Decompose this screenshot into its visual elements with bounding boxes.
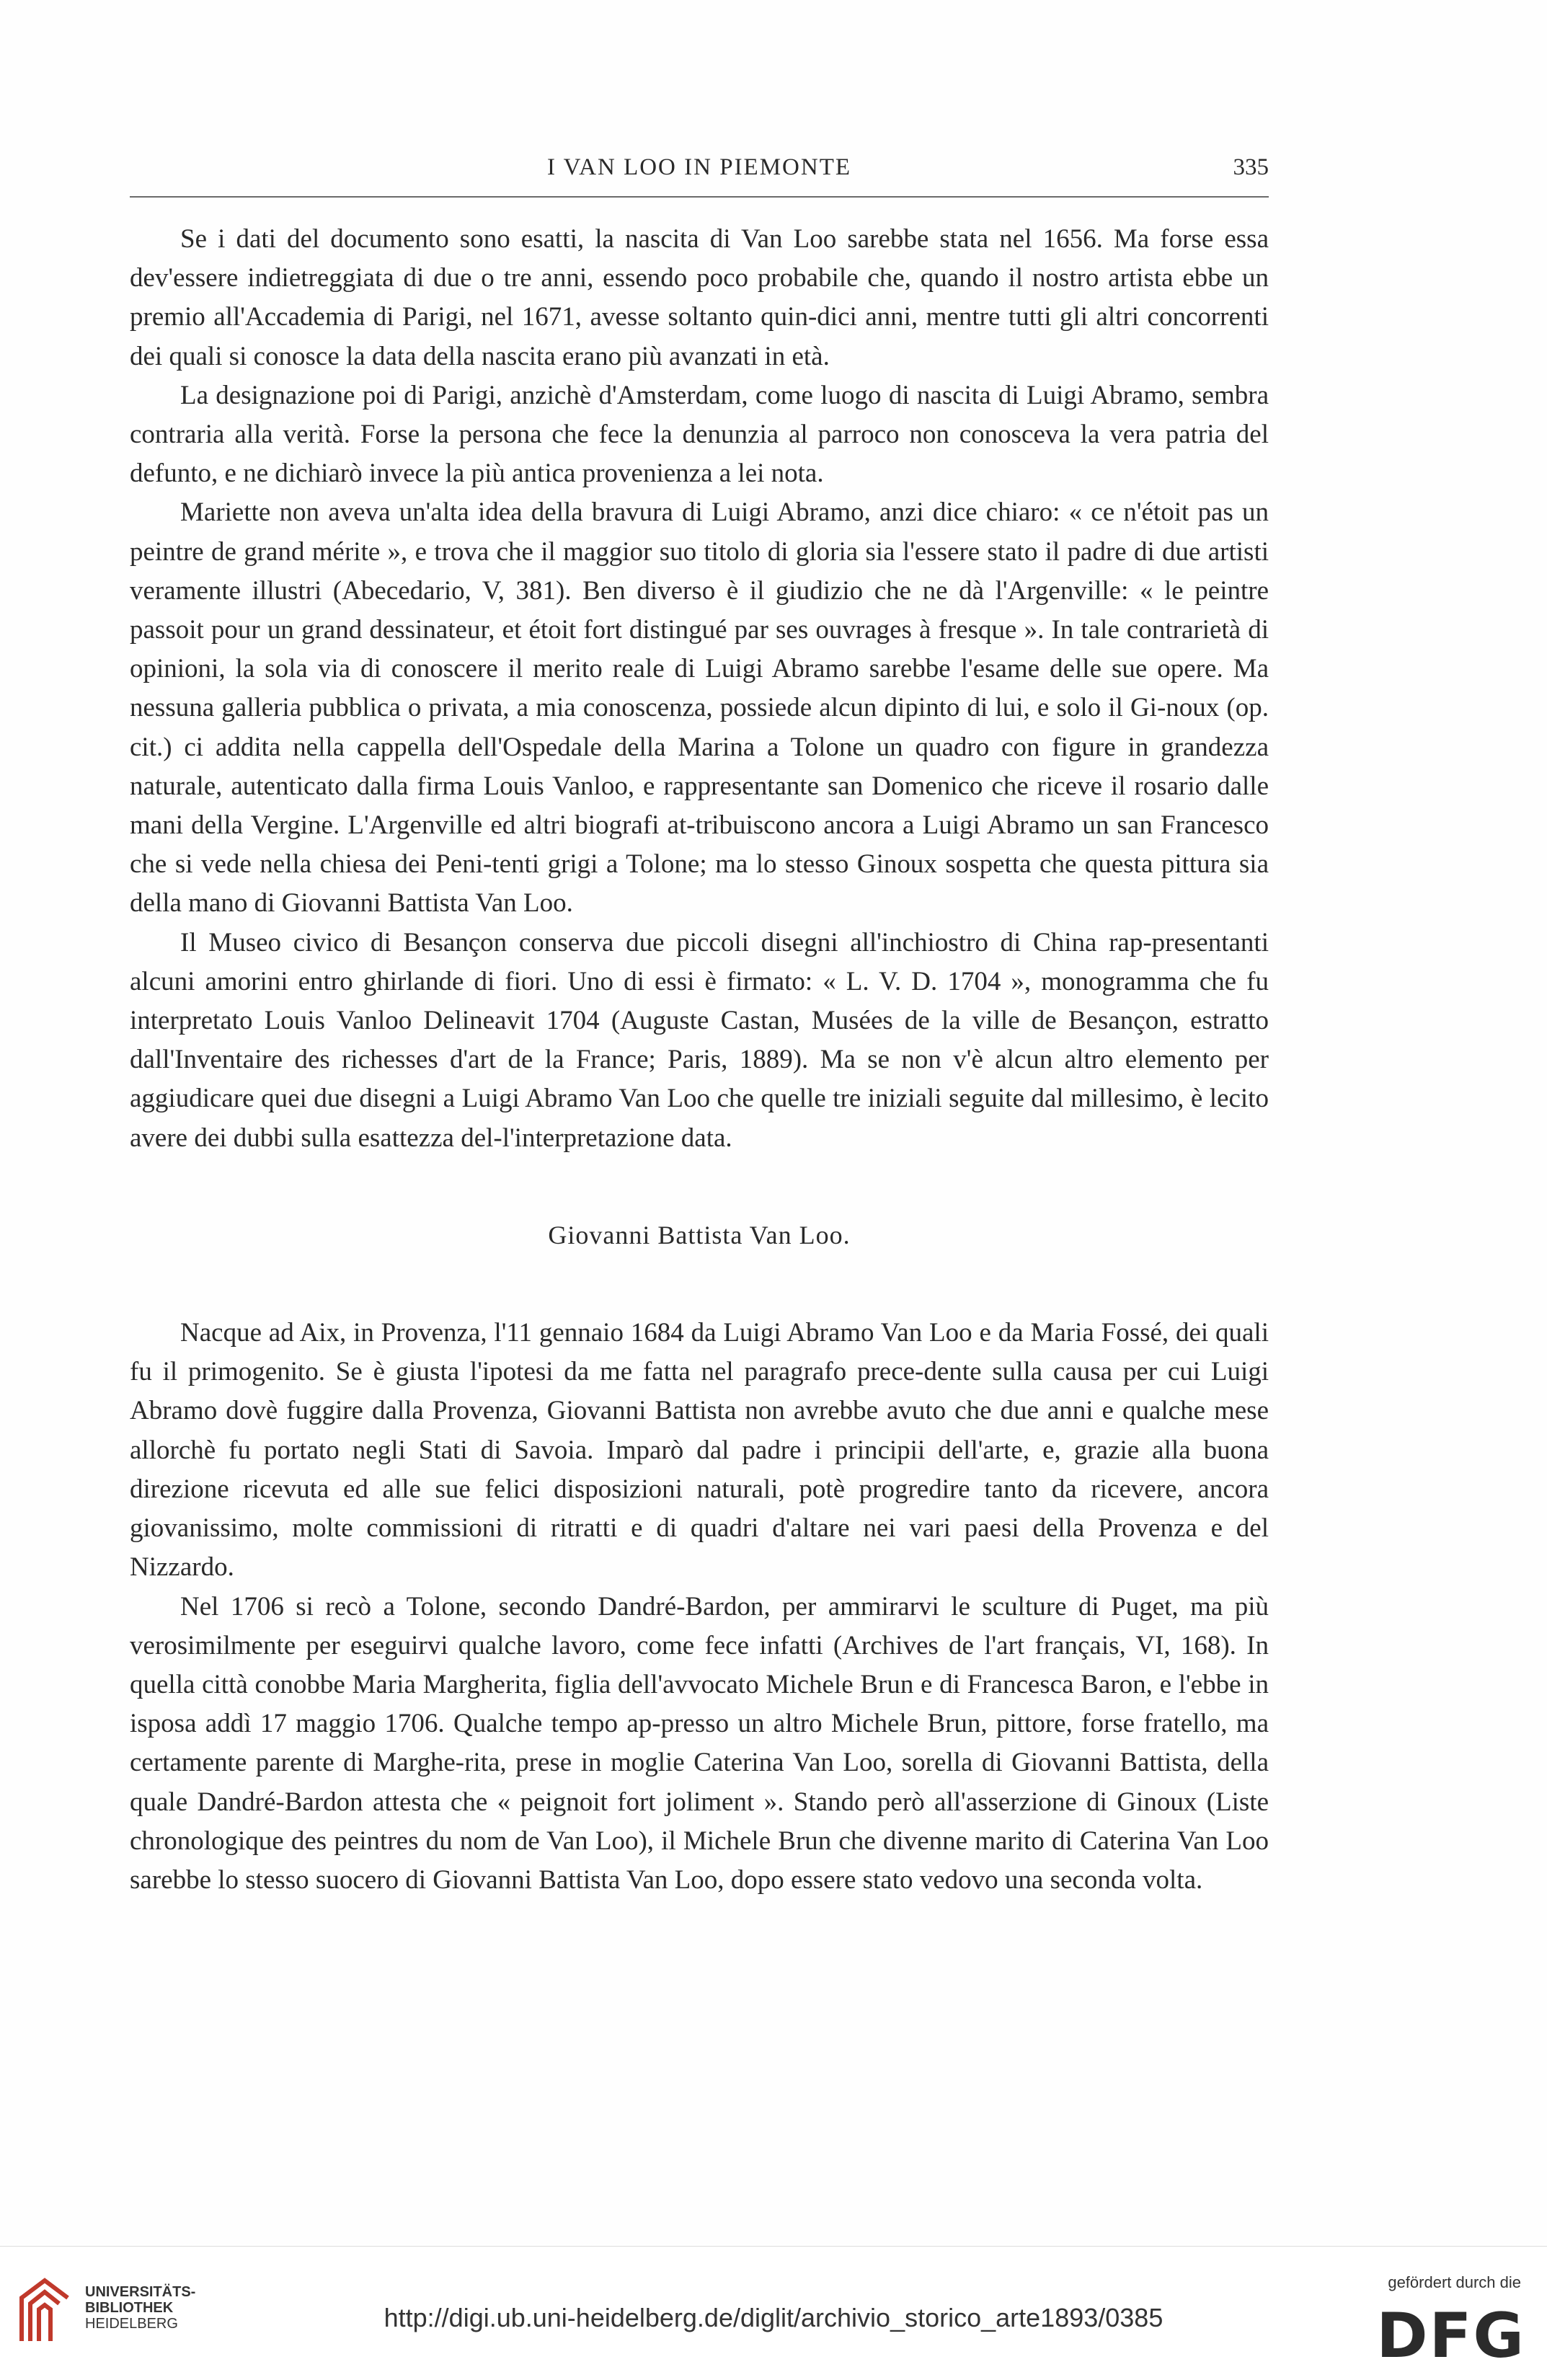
header-rule — [130, 196, 1269, 198]
article-body — [130, 220, 1269, 1900]
library-name-line: UNIVERSITÄTS- — [85, 2284, 196, 2300]
paragraph: Mariette non aveva un'alta idea della bravura di Luigi Abramo, anzi dice chiaro: « ce n'étoit pas un peintre de grand mérite », e trova che il maggior suo titolo di gloria sia l'essere stato il padre di due artisti veramente illustri (Abecedario, V, 381). Ben diverso è il giudizio che ne dà l'Argenville: « le peintre passoit pour un grand dessinateur, et étoit fort distingué par ses ouvrages à fresque ». In tale contrarietà di opinioni, la sola via di conoscere il merito reale di Luigi Abramo sarebbe l'esame delle sue opere. Ma nessuna galleria pubblica o privata, a mia conoscenza, possiede alcun dipinto di lui, e solo il Gi-noux (op. cit.) ci addita nella cappella dell'Ospedale della Marina a Tolone un quadro con figure in grandezza naturale, autenticato dalla firma Louis Vanloo, e rappresentante san Domenico che riceve il rosario dalle mani della Vergine. L'Argenville ed altri biografi at-tribuiscono ancora a Luigi Abramo un san Francesco che si vede nella chiesa dei Peni-tenti grigi a Tolone; ma lo stesso Ginoux sospetta che questa pittura sia della mano di Giovanni Battista Van Loo. — [130, 497, 1269, 919]
library-name-line: BIBLIOTHEK — [85, 2300, 174, 2316]
footer-rule — [0, 2246, 1547, 2247]
library-name-line: HEIDELBERG — [85, 2316, 178, 2332]
dfg-logo: DFG — [1376, 2300, 1525, 2372]
paragraph: La designazione poi di Parigi, anzichè d'Amsterdam, come luogo di nascita di Luigi Abramo, sembra contraria alla verità. Forse la persona che fece la denunzia al parroco non conosceva la vera patria del defunto, e ne dichiarò invece la più antica provenienza a lei nota. — [130, 380, 1269, 489]
funding-note: gefördert durch die — [1388, 2273, 1521, 2291]
paragraph: Nel 1706 si recò a Tolone, secondo Dandré-Bardon, per ammirarvi le sculture di Puget, ma più verosimilmente per eseguirvi qualche lavoro, come fece infatti (Archives de l'art français, VI, 168). In quella città conobbe Maria Margherita, figlia dell'avvocato Michele Brun e di Francesca Baron, e l'ebbe in isposa addì 17 maggio 1706. Qualche tempo ap-presso un altro Michele Brun, pittore, forse fratello, ma certamente parente di Marghe-rita, prese in moglie Caterina Van Loo, sorella di Giovanni Battista, della quale Dandré-Bardon attesta che « peignoit fort joliment ». Stando però all'asserzione di Ginoux (Liste chronologique des peintres du nom de Van Loo), il Michele Brun che divenne marito di Caterina Van Loo sarebbe lo stesso suocero di Giovanni Battista Van Loo, dopo essere stato vedovo una seconda volta. — [130, 1591, 1269, 1895]
paragraph: Il Museo civico di Besançon conserva due piccoli disegni all'inchiostro di China rap-presentanti alcuni amorini entro ghirlande di fiori. Uno di essi è firmato: « L. V. D. 1704 », monogramma che fu interpretato Louis Vanloo Delineavit 1704 (Auguste Castan, Musées de la ville de Besançon, estratto dall'Inventaire des richesses d'art de la France; Paris, 1889). Ma se non v'è alcun altro elemento per aggiudicare quei due disegni a Luigi Abramo Van Loo che quelle tre iniziali seguite dal millesimo, è lecito avere dei dubbi sulla esattezza del-l'interpretazione data. — [130, 927, 1269, 1153]
page-number: 335 — [1233, 154, 1269, 180]
running-head — [130, 154, 1269, 198]
source-url-link[interactable]: http://digi.ub.uni-heidelberg.de/diglit/archivio_storico_arte1893/0385 — [384, 2303, 1163, 2332]
running-title: I VAN LOO IN PIEMONTE — [546, 154, 852, 180]
paragraph: Se i dati del documento sono esatti, la nascita di Van Loo sarebbe stata nel 1656. Ma forse essa dev'essere indietreggiata di due o tre anni, essendo poco probabile che, quando il nostro artista ebbe un premio all'Accademia di Parigi, nel 1671, avesse soltanto quin-dici anni, mentre tutti gli altri concorrenti dei quali si conosce la data della nascita erano più avanzati in età. — [130, 224, 1269, 371]
paragraph: Nacque ad Aix, in Provenza, l'11 gennaio 1684 da Luigi Abramo Van Loo e da Maria Fossé, dei quali fu il primogenito. Se è giusta l'ipotesi da me fatta nel paragrafo prece-dente sulla causa per cui Luigi Abramo dovè fuggire dalla Provenza, Giovanni Battista non avrebbe avuto che due anni e qualche mese allorchè fu portato negli Stati di Savoia. Imparò dal padre i principii dell'arte, e, grazie alla buona direzione ricevuta ed alle sue felici disposizioni naturali, potè progredire tanto da ricevere, ancora giovanissimo, molte commissioni di ritratti e di quadri d'altare nei vari paesi della Provenza e del Nizzardo. — [130, 1318, 1269, 1583]
section-heading: Giovanni Battista Van Loo. — [548, 1220, 851, 1249]
